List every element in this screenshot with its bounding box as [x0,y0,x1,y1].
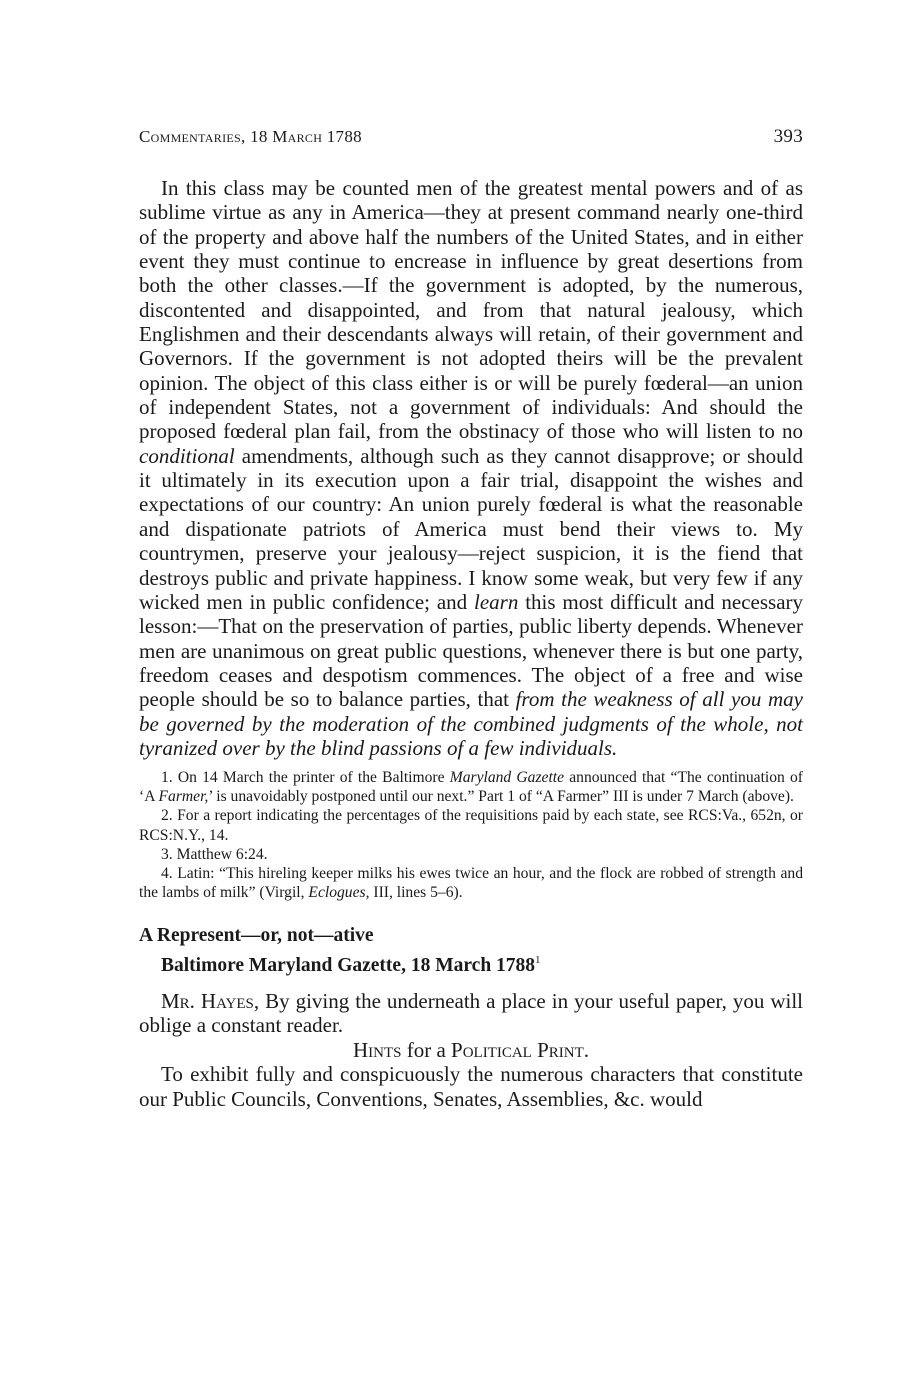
footnote-1 [139,768,803,806]
main-italic-closing: from the weakness of all you may be governed by the moderation of the combined judgments of the whole, not tyranized over by the blind passions of a few individuals. [139,687,803,760]
footnote-1-text-c: ’ is unavoidably postponed until our next.” Part 1 of “A Farmer” III is under 7 March (above). [208,788,794,806]
addressee: Mr. Hayes, [161,988,260,1013]
footnote-4-text-a: 4. Latin: “This hireling keeper milks his ewes twice an hour, and the flock are robbed of strength and the lambs of milk” (Virgil, [139,864,803,901]
main-text [139,176,803,760]
article-source-text: Baltimore Maryland Gazette, 18 March 1788 [161,955,536,977]
article-title: A Represent—or, not—ative [139,924,374,946]
document-page [139,126,803,1111]
footnote-1-text-b: announced that “The continuation of ‘A [139,769,803,806]
page-number: 393 [773,126,803,147]
footnote-1-text-a: 1. On 14 March the printer of the Baltimore [161,769,450,787]
print-heading-c: Political Print. [451,1037,590,1062]
footnote-3-text: 3. Matthew 6:24. [161,845,268,863]
article-paragraph-1 [139,989,803,1038]
article-body [139,989,803,1112]
footnote-3 [139,845,803,864]
main-italic-conditional: conditional [139,443,235,468]
footnote-4-italic: Eclogues, [308,883,370,901]
main-text-part-2: amendments, although such as they cannot disapprove; or should it ultimately in its execution upon a fair trial, disappoint the wishes and expectations of our country: An union purely fœderal is what the reasonable and dispationate patriots of America must bend their views to. My countrymen, preserve your jealousy—reject suspicion, it is the fiend that destroys public and private happiness. I know some weak, but very few if any wicked men in public confidence; and [139,443,803,614]
running-head-title: Commentaries, 18 March 1788 [139,127,362,146]
main-text-part-3: this most difficult and necessary lesson:—That on the preservation of parties, public liberty depends. Whenever men are unanimous on great public questions, whenever there is but one party, freedom ceases and despotism commences. The object of a free and wise people should be so to balance parties, that [139,589,804,712]
print-heading-b: for a [401,1037,452,1062]
footnote-4 [139,864,803,902]
print-heading-a: Hints [352,1037,402,1062]
article-paragraph-2: To exhibit fully and conspicuously the numerous characters that constitute our Public Councils, Conventions, Senates, Assemblies, &c. would [139,1062,803,1111]
print-heading [139,1038,803,1063]
article-source [139,948,803,979]
main-paragraph [139,176,803,760]
footnote-2 [139,806,803,844]
article-heading [139,924,803,979]
article-paragraph-1-text: By giving the underneath a place in your useful paper, you will oblige a constant reader. [139,988,803,1038]
main-text-part-1: In this class may be counted men of the greatest mental powers and of as sublime virtue as any in America—they at present command nearly one-third of the property and above half the numbers of the United States, and in either event they must continue to encrease in influence by great desertions from both the other classes.—If the government is adopted, by the numerous, discontented and disappointed, and from that natural jealousy, which Englishmen and their descendants always will retain, of their government and Governors. If the government is not adopted theirs will be the prevalent opinion. The object of this class either is or will be purely fœderal—an union of independent States, not a government of individuals: And should the proposed fœderal plan fail, from the obstinacy of those who will listen to no [139,176,803,444]
footnote-1-italic-a: Maryland Gazette [449,769,565,787]
footnote-2-text: 2. For a report indicating the percentages of the requisitions paid by each state, see RCS:Va., 652n, or RCS:N.Y., 14. [139,807,803,844]
running-head [139,126,803,156]
footnote-4-text-b: III, lines 5–6). [369,883,463,901]
footnotes [139,768,803,902]
footnote-1-italic-b: Farmer, [158,788,209,806]
main-italic-learn: learn [474,589,519,614]
article-note-ref: 1 [535,954,541,967]
